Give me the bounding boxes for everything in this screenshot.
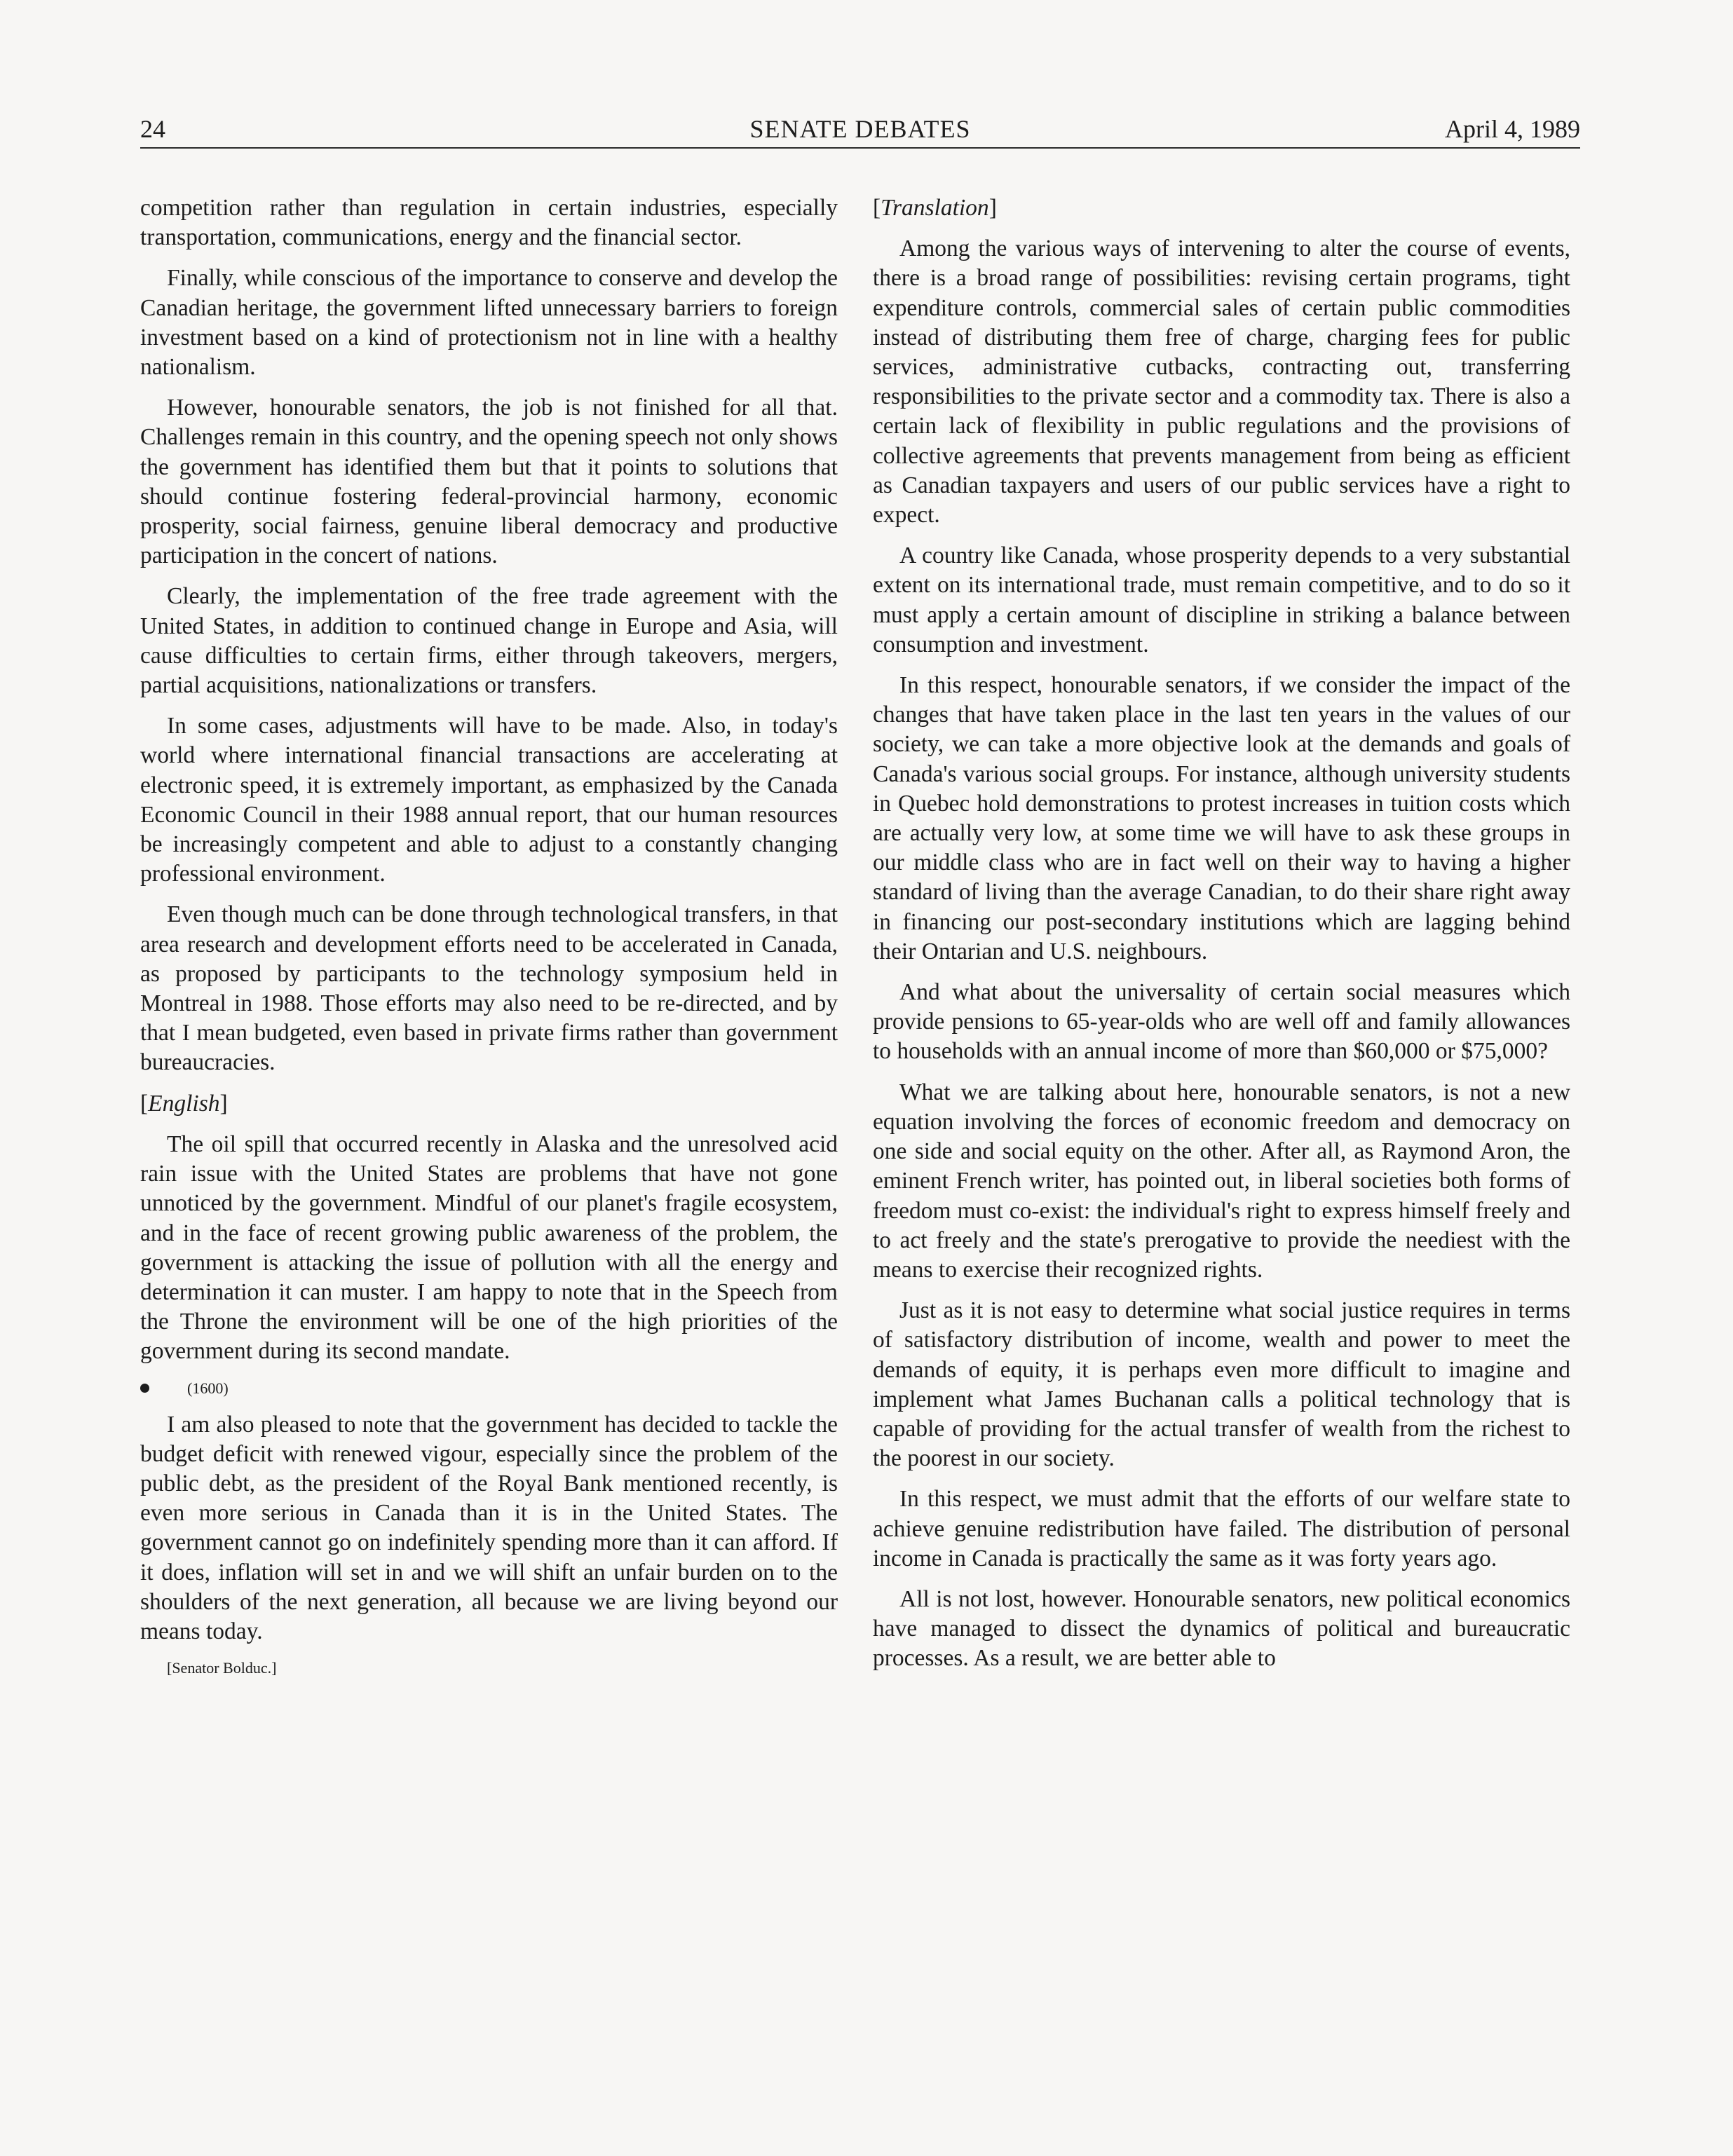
paragraph: What we are talking about here, honourable senators, is not a new equation involving the forces of economic freedom and democracy on one side and social equity on the other. After all, as Raymond Aron, the eminent French writer, has pointed out, in liberal societies both forms of freedom must co-exist: the individual's right to express himself freely and to act freely and the state's prerogative to provide the neediest with the means to exercise their recognized rights. (873, 1079, 1570, 1283)
paragraph: competition rather than regulation in certain industries, especially transportation, communications, energy and the financial sector. (140, 195, 838, 251)
paragraph: The oil spill that occurred recently in Alaska and the unresolved acid rain issue with the United States are problems that have not gone unnoticed by the government. Mindful of our planet's fragile ecosystem, and in the face of recent growing public awareness of the problem, the government is attacking the issue of pollution with all the energy and determination it can muster. I am happy to note that in the Speech from the Throne the environment will be one of the high priorities of the government during its second mandate. (140, 1131, 838, 1365)
journal-title: SENATE DEBATES (749, 115, 971, 143)
paragraph: And what about the universality of certain social measures which provide pensions to 65-year-olds who are well off and family allowances to households with an annual income of more than $60,000 or $75,000? (873, 979, 1570, 1065)
language-marker: [English] (140, 1090, 228, 1117)
paragraph: In some cases, adjustments will have to be made. Also, in today's world where international financial transactions are accelerating at electronic speed, it is extremely important, as emphasized by the Canada Economic Council in their 1988 annual report, that our human resources be increasingly competent and able to adjust to a constantly changing professional environment. (140, 713, 838, 887)
language-marker-label: Translation (881, 195, 989, 221)
speaker-reference: [Senator Bolduc.] (167, 1659, 277, 1677)
timestamp-text: (1600) (187, 1379, 229, 1397)
paragraph: In this respect, we must admit that the efforts of our welfare state to achieve genuine redistribution have failed. The distribution of personal income in Canada is practically the same as it was forty years ago. (873, 1486, 1570, 1571)
language-marker-label: English (148, 1090, 220, 1117)
language-marker: [Translation] (873, 195, 997, 221)
bullet-icon (140, 1384, 149, 1393)
page-number: 24 (140, 115, 165, 143)
right-column (873, 193, 1570, 1685)
timestamp (140, 1378, 838, 1399)
paragraph: However, honourable senators, the job is not finished for all that. Challenges remain in this country, and the opening speech not only shows the government has identified them but that it points to solutions that should continue fostering federal-provincial harmony, economic prosperity, social fairness, genuine liberal democracy and productive participation in the concert of nations. (140, 395, 838, 569)
paragraph: A country like Canada, whose prosperity depends to a very substantial extent on its international trade, must remain competitive, and to do so it must apply a certain amount of discipline in striking a balance between consumption and investment. (873, 543, 1570, 657)
paragraph: In this respect, honourable senators, if we consider the impact of the changes that have taken place in the last ten years in the values of our society, we can take a more objective look at the demands and goals of Canada's various social groups. For instance, although university students in Quebec hold demonstrations to protest increases in tuition costs which are actually very low, at some time we will have to ask these groups in our middle class who are in fact well on their way to having a higher standard of living than the average Canadian, to do their share right away in financing our post-secondary institutions which are lagging behind their Ontarian and U.S. neighbours. (873, 672, 1570, 964)
paragraph: Finally, while conscious of the importance to conserve and develop the Canadian heritage, the government lifted unnecessary barriers to foreign investment based on a kind of protectionism not in line with a healthy nationalism. (140, 265, 838, 381)
page-header (140, 105, 1580, 149)
paragraph: Even though much can be done through technological transfers, in that area research and development efforts need to be accelerated in Canada, as proposed by participants to the technology symposium held in Montreal in 1988. Those efforts may also need to be re-directed, and by that I mean budgeted, even based in private firms rather than government bureaucracies. (140, 901, 838, 1076)
header-date: April 4, 1989 (1445, 115, 1580, 143)
paragraph: Just as it is not easy to determine what social justice requires in terms of satisfactory distribution of income, wealth and power to meet the demands of equity, it is perhaps even more difficult to imagine and implement what James Buchanan calls a political technology that is capable of providing for the actual transfer of wealth from the richest to the poorest in our society. (873, 1297, 1570, 1472)
paragraph: All is not lost, however. Honourable senators, new political economics have managed to dissect the dynamics of political and bureaucratic processes. As a result, we are better able to (873, 1585, 1570, 1672)
paragraph: Among the various ways of intervening to alter the course of events, there is a broad range of possibilities: revising certain programs, tight expenditure controls, commercial sales of certain public commodities instead of distributing them free of charge, charging fees for public services, administrative cutbacks, contracting out, transferring responsibilities to the private sector and a commodity tax. There is also a certain lack of flexibility in public regulations and the provisions of collective agreements that prevents management from being as efficient as Canadian taxpayers and users of our public services have a right to expect. (873, 236, 1570, 528)
paragraph: Clearly, the implementation of the free trade agreement with the United States, in addition to continued change in Europe and Asia, will cause difficulties to certain firms, either through takeovers, mergers, partial acquisitions, nationalizations or transfers. (140, 583, 838, 699)
left-column (140, 193, 838, 1690)
paragraph: I am also pleased to note that the government has decided to tackle the budget deficit with renewed vigour, especially since the problem of the public debt, as the president of the Royal Bank mentioned recently, is even more serious in Canada than it is in the United States. The government cannot go on indefinitely spending more than it can afford. If it does, inflation will set in and we will shift an unfair burden on to the shoulders of the next generation, all because we are living beyond our means today. (140, 1411, 838, 1644)
